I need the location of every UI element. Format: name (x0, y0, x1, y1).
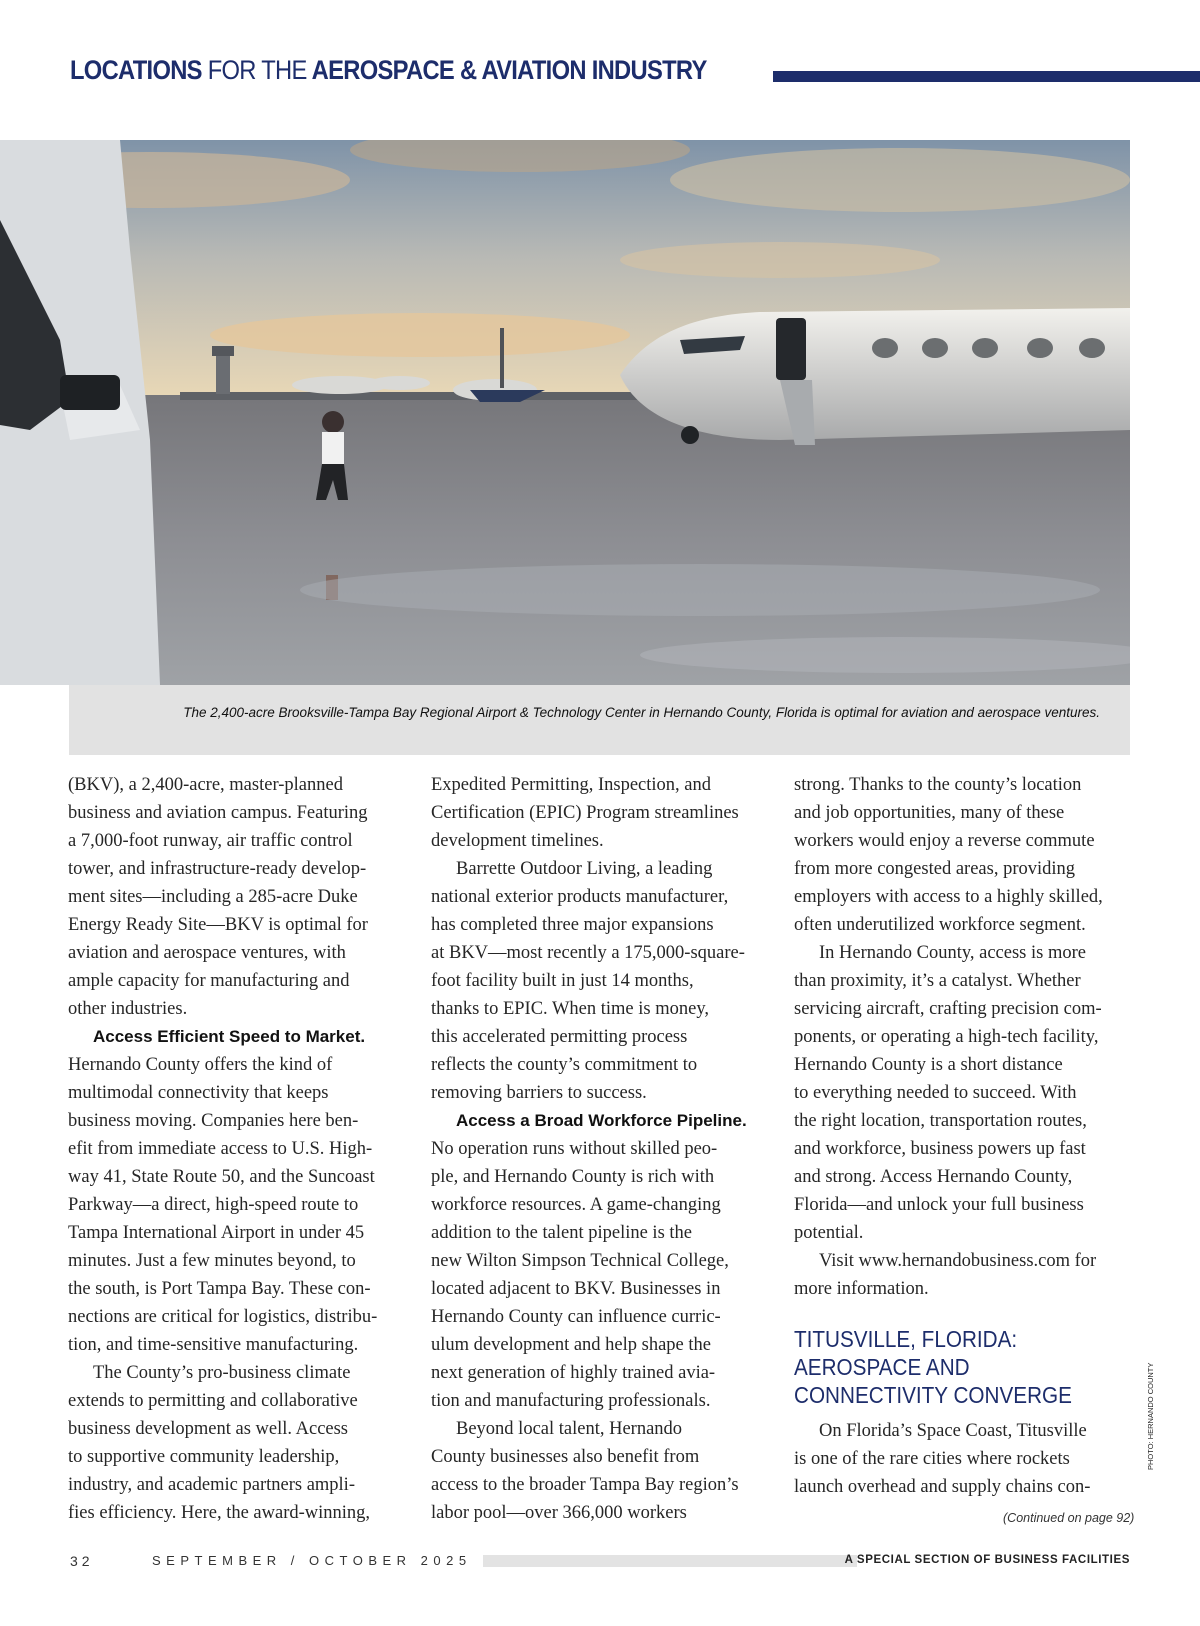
text-line: access to the broader Tampa Bay region’s (431, 1475, 739, 1495)
text-line: employers with access to a highly skilled, (794, 887, 1103, 907)
text-line: ponents, or operating a high-tech facility, (794, 1027, 1099, 1047)
text-line: often underutilized workforce segment. (794, 915, 1086, 935)
title-part-for-the: FOR THE (207, 55, 307, 85)
titusville-section-heading (794, 1325, 1105, 1409)
text-line: servicing aircraft, crafting precision com- (794, 999, 1102, 1019)
text-line: a 7,000-foot runway, air traffic control (68, 831, 353, 851)
text-line: the right location, transportation routes, (794, 1111, 1087, 1131)
photo-credit: PHOTO: HERNANDO COUNTY (1146, 1362, 1155, 1470)
text-column-3 (794, 771, 1139, 1501)
text-line: industry, and academic partners ampli- (68, 1475, 355, 1495)
text-line: Visit www.hernandobusiness.com for (819, 1251, 1097, 1271)
text-line: efit from immediate access to U.S. High- (68, 1139, 373, 1159)
text-line: other industries. (68, 999, 188, 1019)
text-line: Tampa International Airport in under 45 (68, 1223, 365, 1243)
continued-note: (Continued on page 92) (1003, 1511, 1135, 1525)
text-line: business moving. Companies here ben- (68, 1111, 359, 1131)
text-line: Florida—and unlock your full business (794, 1195, 1084, 1215)
text-line: Hernando County is a short distance (794, 1055, 1063, 1075)
text-line: In Hernando County, access is more (819, 943, 1086, 963)
text-line: to supportive community leadership, (68, 1447, 340, 1467)
text-line: potential. (794, 1223, 864, 1243)
text-line: Parkway—a direct, high-speed route to (68, 1195, 359, 1215)
issue-date: SEPTEMBER / OCTOBER 2025 (152, 1553, 472, 1568)
text-line: On Florida’s Space Coast, Titusville (819, 1421, 1087, 1441)
subheading-workforce-pipeline: Access a Broad Workforce Pipeline. (456, 1111, 747, 1130)
section-label: A SPECIAL SECTION OF BUSINESS FACILITIES (844, 1554, 1130, 1566)
text-line: Barrette Outdoor Living, a leading (456, 859, 713, 879)
page-footer (70, 1553, 1130, 1573)
text-line: national exterior products manufacturer, (431, 887, 729, 907)
text-line: and workforce, business powers up fast (794, 1139, 1086, 1159)
text-line: from more congested areas, providing (794, 859, 1076, 879)
text-line: Beyond local talent, Hernando (456, 1419, 683, 1439)
footer-bar (483, 1555, 857, 1567)
text-line: tion, and time-sensitive manufacturing. (68, 1335, 359, 1355)
text-line: County businesses also benefit from (431, 1447, 700, 1467)
text-line: tower, and infrastructure-ready develop- (68, 859, 367, 879)
text-line: business and aviation campus. Featuring (68, 803, 368, 823)
text-line: multimodal connectivity that keeps (68, 1083, 329, 1103)
text-line: reflects the county’s commitment to (431, 1055, 698, 1075)
text-line: strong. Thanks to the county’s location (794, 775, 1082, 795)
text-line: way 41, State Route 50, and the Suncoast (68, 1167, 375, 1187)
text-line: Energy Ready Site—BKV is optimal for (68, 915, 368, 935)
text-line: next generation of highly trained avia- (431, 1363, 716, 1383)
page-header (70, 55, 1200, 95)
text-line: located adjacent to BKV. Businesses in (431, 1279, 721, 1299)
text-line: ple, and Hernando County is rich with (431, 1167, 715, 1187)
text-line: this accelerated permitting process (431, 1027, 688, 1047)
caption-box (69, 685, 1130, 755)
text-column-1 (68, 771, 413, 1527)
text-line: labor pool—over 366,000 workers (431, 1503, 687, 1523)
text-column-2 (431, 771, 776, 1527)
text-line: ample capacity for manufacturing and (68, 971, 350, 991)
text-line: The County’s pro-business climate (93, 1363, 351, 1383)
text-line: workers would enjoy a reverse commute (794, 831, 1095, 851)
heading-line: CONNECTIVITY CONVERGE (794, 1382, 1072, 1408)
text-line: and job opportunities, many of these (794, 803, 1065, 823)
text-line: ment sites—including a 285-acre Duke (68, 887, 358, 907)
text-line: removing barriers to success. (431, 1083, 647, 1103)
text-line: and strong. Access Hernando County, (794, 1167, 1073, 1187)
heading-line: TITUSVILLE, FLORIDA: (794, 1326, 1018, 1352)
heading-line: AEROSPACE AND (794, 1354, 970, 1380)
text-line: Hernando County offers the kind of (68, 1055, 333, 1075)
text-line: the south, is Port Tampa Bay. These con- (68, 1279, 371, 1299)
photo-caption: The 2,400-acre Brooksville-Tampa Bay Regional Airport & Technology Center in Hernando County, Florida is optimal for aviation and aerospace ventures. (183, 705, 1100, 720)
text-line: addition to the talent pipeline is the (431, 1223, 692, 1243)
section-title (70, 55, 707, 86)
text-line: workforce resources. A game-changing (431, 1195, 721, 1215)
text-line: Certification (EPIC) Program streamlines (431, 803, 739, 823)
text-line: to everything needed to succeed. With (794, 1083, 1077, 1103)
text-line: (BKV), a 2,400-acre, master-planned (68, 775, 343, 795)
text-line: at BKV—most recently a 175,000-square- (431, 943, 745, 963)
text-line: minutes. Just a few minutes beyond, to (68, 1251, 356, 1271)
text-line: Hernando County can influence curric- (431, 1307, 721, 1327)
subheading-speed-to-market: Access Efficient Speed to Market. (93, 1027, 366, 1046)
page-number: 32 (70, 1553, 94, 1569)
text-line: nections are critical for logistics, distribu- (68, 1307, 378, 1327)
header-rule (773, 71, 1200, 82)
text-line: launch overhead and supply chains con- (794, 1477, 1091, 1497)
text-line: than proximity, it’s a catalyst. Whether (794, 971, 1081, 991)
title-part-industry: AEROSPACE & AVIATION INDUSTRY (311, 55, 707, 85)
text-line: Expedited Permitting, Inspection, and (431, 775, 712, 795)
text-line: is one of the rare cities where rockets (794, 1449, 1070, 1469)
text-line: has completed three major expansions (431, 915, 714, 935)
title-part-locations: LOCATIONS (70, 55, 202, 85)
text-line: business development as well. Access (68, 1419, 349, 1439)
text-line: extends to permitting and collaborative (68, 1391, 358, 1411)
text-line: thanks to EPIC. When time is money, (431, 999, 709, 1019)
text-line: foot facility built in just 14 months, (431, 971, 694, 991)
text-line: ulum development and help shape the (431, 1335, 711, 1355)
text-line: new Wilton Simpson Technical College, (431, 1251, 729, 1271)
text-line: more information. (794, 1279, 929, 1299)
text-line: development timelines. (431, 831, 604, 851)
text-line: No operation runs without skilled peo- (431, 1139, 718, 1159)
text-line: aviation and aerospace ventures, with (68, 943, 346, 963)
airport-photo (0, 140, 1130, 685)
text-line: tion and manufacturing professionals. (431, 1391, 711, 1411)
text-line: fies efficiency. Here, the award-winning, (68, 1503, 371, 1523)
